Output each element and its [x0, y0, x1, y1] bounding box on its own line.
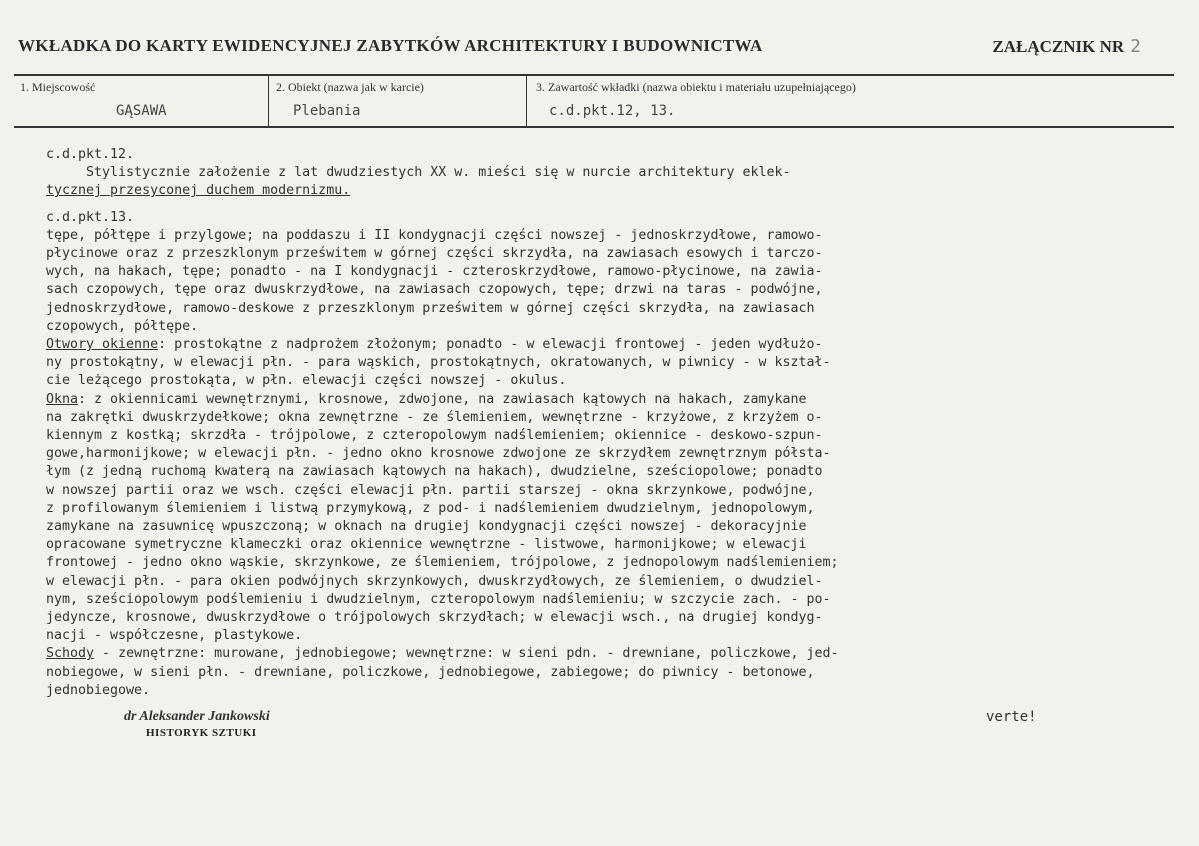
annex-label-text: ZAŁĄCZNIK NR [992, 37, 1125, 56]
document-title: WKŁADKA DO KARTY EWIDENCYJNEJ ZABYTKÓW ARCHITEKTURY I BUDOWNICTWA [18, 36, 763, 55]
windows-line: w elewacji płn. - para okien podwójnych skrzynkowych, dwuskrzydłowych, ze ślemieniem, o dwudziel- [46, 573, 823, 589]
header-top-rule [14, 74, 1174, 76]
p13-line: czopowych, półtępe. [46, 318, 199, 334]
object-label: 2. Obiekt (nazwa jak w karcie) [276, 80, 424, 94]
object-value: Plebania [293, 103, 361, 119]
field-divider-1 [268, 74, 269, 127]
windows-line: kiennym z kostką; skrzdła - trójpolowe, z czteropolowym nadślemieniem; okiennice - deskowo-szpun- [46, 428, 823, 444]
windows-line: frontowej - jedno okno wąskie, skrzynkowe, ze ślemieniem, trójpolowe, z jednopolowym nadślemieniem; [46, 555, 839, 571]
windows-line: opracowane symetryczne klameczki oraz okiennice wewnętrzne - listwowe, harmonijkowe; w elewacji [46, 537, 807, 553]
windows-line: z profilowanym ślemieniem i listwą przymykową, z pod- i nadślemieniem dwudzielnym, jednopolowym, [46, 500, 815, 516]
windows-openings-line [46, 336, 1066, 354]
windows-line: nacji - współczesne, plastykowe. [46, 628, 303, 644]
p12-line [46, 182, 1066, 200]
annex-label [992, 36, 1141, 57]
verte-note: verte! [986, 709, 1037, 725]
windows-openings-line: cie leżącego prostokąta, w płn. elewacji części nowszej - okulus. [46, 373, 567, 389]
windows-term: Okna [46, 391, 79, 407]
windows-openings-line: ny prostokątny, w elewacji płn. - para wąskich, prostokątnych, okratowanych, w piwnicy - w kształ- [46, 355, 831, 371]
p12-heading: c.d.pkt.12. [46, 147, 135, 162]
field-divider-2 [526, 74, 527, 127]
windows-openings-term: Otwory okienne [46, 337, 159, 353]
p13-line: wych, na hakach, tępe; ponadto - na I kondygnacji - czteroskrzydłowe, ramowo-płycinowe, na zawia- [46, 264, 823, 280]
document-body [46, 146, 1066, 700]
p13-heading: c.d.pkt.13. [46, 209, 135, 225]
p13-line: jednoskrzydłowe, ramowo-deskowe z przeszklonym prześwitem w górnej części skrzydła, na zawiasach [46, 300, 815, 316]
p12-line: Stylistycznie założenie z lat dwudziestych XX w. mieści się w nurcie architektury eklek- [46, 165, 791, 181]
windows-openings-text: : prostokątne z nadprożem złożonym; ponadto - w elewacji frontowej - jeden wydłużo- [158, 337, 823, 353]
windows-line: na zakrętki dwuskrzydełkowe; okna zewnętrzne - ze ślemieniem, wewnętrzne - krzyżowe, z krzyżem o- [46, 409, 823, 425]
stairs-line: nobiegowe, w sieni płn. - drewniane, policzkowe, jednobiegowe, zabiegowe; do piwnicy - betonowe, [46, 664, 815, 680]
windows-line [46, 391, 1066, 409]
p13-line: sach czopowych, tępe oraz dwuskrzydłowe, na zawiasach czopowych, tępe; drzwi na taras - podwójne, [46, 282, 823, 298]
windows-line: w nowszej partii oraz we wsch. części elewacji płn. partii starszej - okna skrzynkowe, podwójne, [46, 482, 815, 498]
windows-line: zamykane na zasuwnicę wpuszczoną; w oknach na drugiej kondygnacji części nowszej - dekoracyjnie [46, 519, 807, 535]
locality-label: 1. Miejscowość [20, 80, 96, 94]
annex-number: 2 [1130, 36, 1141, 57]
stamp: HISTORYK SZTUKI [146, 727, 257, 739]
stairs-line: jednobiegowe. [46, 682, 151, 698]
contents-label: 3. Zawartość wkładki (nazwa obiektu i materiału uzupełniającego) [536, 80, 856, 94]
windows-line: łym (z jedną ruchomą kwaterą na zawiasach kątowych na hakach), dwudzielne, sześciopolowe; ponadto [46, 464, 823, 480]
windows-text: : z okiennicami wewnętrznymi, krosnowe, zdwojone, na zawiasach kątowych na hakach, zamykane [78, 391, 807, 407]
windows-line: nym, sześciopolowym podślemieniu i dwudzielnym, czteropolowym nadślemieniu; w szczycie zach. - po- [46, 591, 831, 607]
locality-value: GĄSAWA [116, 103, 167, 119]
stairs-term: Schody [46, 646, 95, 662]
p12-line-text: tycznej przesyconej duchem modernizmu. [46, 183, 351, 199]
windows-line: jedyncze, krosnowe, dwuskrzydłowe o trójpolowych skrzydłach; w elewacji wsch., na drugiej kondyg- [46, 610, 823, 626]
header-bottom-rule [14, 126, 1174, 128]
windows-line: gowe,harmonijkowe; w elewacji płn. - jedno okno krosnowe zdwojone ze skrzydłem zewnętrznym półsta- [46, 446, 831, 462]
p13-line: tępe, półtępe i przylgowe; na poddaszu i II kondygnacji części nowszej - jednoskrzydłowe, ramowo- [46, 227, 823, 243]
contents-value: c.d.pkt.12, 13. [549, 103, 676, 119]
stairs-line [46, 645, 1066, 663]
signature: dr Aleksander Jankowski [124, 709, 270, 724]
stairs-text: - zewnętrzne: murowane, jednobiegowe; wewnętrzne: w sieni pdn. - drewniane, policzkowe, jed- [94, 646, 839, 662]
p13-line: płycinowe oraz z przeszklonym prześwitem w górnej części skrzydła, na zawiasach esowych i tarczo- [46, 246, 823, 262]
